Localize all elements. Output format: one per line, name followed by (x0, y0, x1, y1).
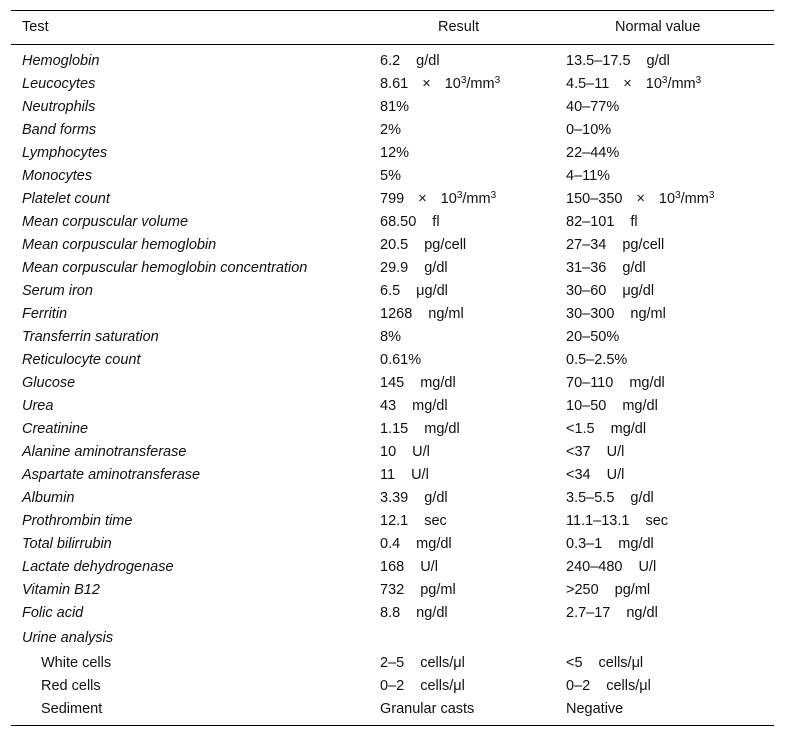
normal-cell (566, 142, 619, 165)
test-name: Mean corpuscular hemoglobin (22, 237, 217, 253)
urine-section-header (11, 625, 774, 652)
result-cell (380, 257, 448, 280)
result-unit: ng/dl (416, 605, 448, 621)
normal-cell (566, 372, 665, 395)
per-unit: /mm (462, 191, 491, 207)
per-unit: /mm (466, 76, 495, 92)
times-sign: × (418, 191, 427, 207)
result-unit: U/l (411, 467, 429, 483)
normal-value: 31–36 (566, 260, 607, 276)
result-unit: mg/dl (420, 375, 456, 391)
normal-unit: U/l (638, 559, 657, 575)
table-header (11, 11, 774, 44)
power-base: 10 (658, 191, 676, 207)
result-cell (380, 165, 401, 188)
result-cell (380, 188, 496, 211)
normal-value: >250 (566, 582, 599, 598)
test-name: Monocytes (22, 168, 93, 184)
test-name: Mean corpuscular hemoglobin concentration (22, 260, 308, 276)
table-row (11, 602, 774, 625)
times-sign: × (636, 191, 645, 207)
normal-cell (566, 464, 624, 487)
lab-results-table (11, 10, 774, 726)
test-name: Alanine aminotransferase (22, 444, 187, 460)
normal-value: 4.5–11 (566, 76, 610, 92)
normal-unit: U/l (606, 467, 625, 483)
normal-value: 240–480 (566, 559, 623, 575)
table-row (11, 96, 774, 119)
table-body (11, 50, 774, 721)
power-base: 10 (444, 76, 461, 92)
normal-value: 22–44% (566, 145, 620, 161)
normal-unit: μg/dl (622, 283, 655, 299)
normal-cell (566, 303, 666, 326)
header-normal-value: Normal value (615, 19, 701, 35)
result-value: 732 (380, 582, 405, 598)
result-unit: pg/cell (424, 237, 467, 253)
result-cell (380, 698, 474, 721)
test-name: Transferrin saturation (22, 329, 159, 345)
result-cell (380, 652, 465, 675)
normal-unit: pg/cell (622, 237, 665, 253)
normal-value: 27–34 (566, 237, 607, 253)
table-row (11, 675, 774, 698)
normal-cell (566, 50, 670, 73)
result-value: 2–5 (380, 655, 405, 671)
result-unit: sec (424, 513, 447, 529)
normal-unit: mg/dl (618, 536, 654, 552)
normal-cell (566, 602, 658, 625)
normal-value: 30–60 (566, 283, 607, 299)
test-name: Hemoglobin (22, 53, 100, 69)
normal-cell (566, 652, 643, 675)
per-unit: /mm (680, 191, 709, 207)
result-unit: mg/dl (416, 536, 452, 552)
power-exponent: 3 (460, 75, 467, 86)
result-value: 43 (380, 398, 397, 414)
table-row (11, 698, 774, 721)
table-row (11, 50, 774, 73)
normal-unit: ng/dl (626, 605, 658, 621)
normal-unit: mg/dl (622, 398, 658, 414)
per-unit: /mm (667, 76, 696, 92)
power-exponent: 3 (675, 190, 681, 201)
test-name: Prothrombin time (22, 513, 133, 529)
table-row (11, 188, 774, 211)
table-row (11, 73, 774, 96)
normal-cell (566, 556, 656, 579)
result-unit: g/dl (416, 53, 440, 69)
result-cell (380, 211, 440, 234)
result-value: 1268 (380, 306, 413, 322)
normal-value: 11.1–13.1 (566, 513, 630, 529)
result-cell (380, 556, 438, 579)
result-value: 0.61% (380, 352, 422, 368)
result-value: 6.5 (380, 283, 401, 299)
normal-value: <37 (566, 444, 591, 460)
normal-unit: mg/dl (610, 421, 647, 437)
result-cell (380, 280, 448, 303)
result-value: 799 (380, 191, 405, 207)
result-cell (380, 579, 456, 602)
normal-cell (566, 165, 610, 188)
test-name: Neutrophils (22, 99, 96, 115)
result-value: 12.1 (380, 513, 409, 529)
result-cell (380, 510, 447, 533)
power-exponent: 3 (456, 190, 463, 201)
test-name: Urea (22, 398, 54, 414)
normal-value: <1.5 (566, 421, 595, 437)
normal-cell (566, 211, 638, 234)
normal-unit: sec (645, 513, 669, 529)
unit-exponent: 3 (490, 190, 497, 201)
result-unit: mg/dl (424, 421, 460, 437)
result-cell (380, 326, 401, 349)
result-value: 8% (380, 329, 401, 345)
result-unit: fl (432, 214, 440, 230)
urine-section-title: Urine analysis (22, 630, 114, 646)
result-value: 5% (380, 168, 401, 184)
test-name: Leucocytes (22, 76, 96, 92)
result-cell (380, 73, 500, 96)
table-row (11, 418, 774, 441)
result-cell (380, 464, 429, 487)
header-test: Test (22, 19, 49, 35)
result-cell (380, 234, 466, 257)
result-unit: g/dl (424, 260, 448, 276)
normal-unit: cells/μl (598, 655, 644, 671)
result-cell (380, 50, 440, 73)
normal-value: 82–101 (566, 214, 615, 230)
normal-cell (566, 73, 701, 96)
test-name: Vitamin B12 (22, 582, 100, 598)
result-cell (380, 349, 421, 372)
normal-unit: pg/ml (614, 582, 651, 598)
normal-unit: ng/ml (630, 306, 666, 322)
table-row (11, 119, 774, 142)
result-value: 3.39 (380, 490, 409, 506)
result-value: 168 (380, 559, 405, 575)
result-cell (380, 303, 464, 326)
result-value: 81% (380, 99, 410, 115)
test-name: Red cells (41, 678, 101, 694)
normal-cell (566, 96, 619, 119)
normal-unit: fl (630, 214, 638, 230)
result-value: 8.8 (380, 605, 401, 621)
test-name: Albumin (22, 490, 75, 506)
result-value: 10 (380, 444, 397, 460)
normal-cell (566, 579, 650, 602)
normal-cell (566, 395, 658, 418)
normal-cell (566, 510, 668, 533)
result-value: 1.15 (380, 421, 409, 437)
table-bottom-rule (11, 725, 774, 726)
normal-cell (566, 533, 654, 556)
table-row (11, 395, 774, 418)
result-value: 20.5 (380, 237, 409, 253)
test-name: Creatinine (22, 421, 89, 437)
unit-exponent: 3 (708, 190, 715, 201)
table-row (11, 441, 774, 464)
result-value: 145 (380, 375, 405, 391)
test-name: Serum iron (22, 283, 93, 299)
normal-value: 10–50 (566, 398, 607, 414)
table-row (11, 142, 774, 165)
test-name: Aspartate aminotransferase (22, 467, 201, 483)
normal-unit: g/dl (646, 53, 670, 69)
normal-value: 30–300 (566, 306, 615, 322)
normal-cell (566, 698, 623, 721)
normal-value: <5 (566, 655, 583, 671)
result-cell (380, 96, 409, 119)
table-row (11, 303, 774, 326)
times-sign: × (623, 76, 632, 92)
normal-value: 2.7–17 (566, 605, 611, 621)
power-exponent: 3 (661, 75, 668, 86)
normal-value: 40–77% (566, 99, 620, 115)
result-value: Granular casts (380, 701, 475, 717)
normal-unit: mg/dl (629, 375, 665, 391)
table-row (11, 211, 774, 234)
result-cell (380, 142, 409, 165)
result-value: 6.2 (380, 53, 401, 69)
result-cell (380, 372, 456, 395)
test-name: Sediment (41, 701, 103, 717)
result-unit: cells/μl (420, 678, 465, 694)
result-value: 0–2 (380, 678, 405, 694)
table-row (11, 533, 774, 556)
result-value: 8.61 (380, 76, 409, 92)
result-unit: U/l (412, 444, 430, 460)
table-row (11, 165, 774, 188)
table-row (11, 280, 774, 303)
result-value: 12% (380, 145, 410, 161)
result-cell (380, 533, 452, 556)
normal-value: 150–350 (566, 191, 623, 207)
result-value: 68.50 (380, 214, 417, 230)
result-unit: cells/μl (420, 655, 465, 671)
normal-value: 3.5–5.5 (566, 490, 615, 506)
normal-unit: cells/μl (606, 678, 651, 694)
result-cell (380, 395, 448, 418)
result-cell (380, 675, 465, 698)
normal-value: 4–11% (566, 168, 611, 184)
normal-cell (566, 234, 664, 257)
normal-cell (566, 326, 619, 349)
result-cell (380, 487, 448, 510)
normal-cell (566, 119, 611, 142)
normal-unit: g/dl (622, 260, 646, 276)
power-base: 10 (645, 76, 662, 92)
normal-unit: U/l (606, 444, 625, 460)
normal-value: 13.5–17.5 (566, 53, 631, 69)
result-unit: mg/dl (412, 398, 448, 414)
normal-cell (566, 257, 646, 280)
normal-value: 0–2 (566, 678, 591, 694)
table-row (11, 234, 774, 257)
test-name: Platelet count (22, 191, 110, 207)
result-value: 11 (380, 467, 396, 483)
test-name: Band forms (22, 122, 97, 138)
table-row (11, 326, 774, 349)
normal-cell (566, 349, 627, 372)
test-name: Folic acid (22, 605, 84, 621)
table-row (11, 652, 774, 675)
normal-cell (566, 280, 654, 303)
result-cell (380, 602, 448, 625)
normal-cell (566, 188, 714, 211)
test-name: Reticulocyte count (22, 352, 141, 368)
normal-value: Negative (566, 701, 624, 717)
normal-value: 0–10% (566, 122, 612, 138)
normal-value: 0.5–2.5% (566, 352, 628, 368)
normal-unit: g/dl (630, 490, 654, 506)
normal-value: 70–110 (566, 375, 614, 391)
test-name: Mean corpuscular volume (22, 214, 189, 230)
result-unit: pg/ml (420, 582, 456, 598)
result-unit: U/l (420, 559, 438, 575)
normal-cell (566, 487, 654, 510)
normal-cell (566, 441, 624, 464)
unit-exponent: 3 (695, 75, 702, 86)
result-value: 0.4 (380, 536, 401, 552)
normal-value: 20–50% (566, 329, 620, 345)
table-row (11, 556, 774, 579)
header-result: Result (438, 19, 480, 35)
table-row (11, 257, 774, 280)
test-name: White cells (41, 655, 112, 671)
table-row (11, 487, 774, 510)
result-unit: g/dl (424, 490, 448, 506)
table-row (11, 510, 774, 533)
table-row (11, 464, 774, 487)
normal-value: <34 (566, 467, 591, 483)
table-row (11, 349, 774, 372)
test-name: Glucose (22, 375, 76, 391)
result-cell (380, 418, 460, 441)
test-name: Total bilirrubin (22, 536, 112, 552)
table-row (11, 372, 774, 395)
result-unit: μg/dl (416, 283, 448, 299)
result-cell (380, 119, 401, 142)
normal-cell (566, 418, 646, 441)
table-row (11, 579, 774, 602)
normal-value: 0.3–1 (566, 536, 603, 552)
result-cell (380, 441, 430, 464)
test-name: Lactate dehydrogenase (22, 559, 174, 575)
test-name: Lymphocytes (22, 145, 108, 161)
unit-exponent: 3 (494, 75, 501, 86)
result-unit: ng/ml (428, 306, 464, 322)
times-sign: × (422, 76, 431, 92)
test-name: Ferritin (22, 306, 68, 322)
normal-cell (566, 675, 651, 698)
power-base: 10 (440, 191, 457, 207)
result-value: 29.9 (380, 260, 409, 276)
result-value: 2% (380, 122, 401, 138)
